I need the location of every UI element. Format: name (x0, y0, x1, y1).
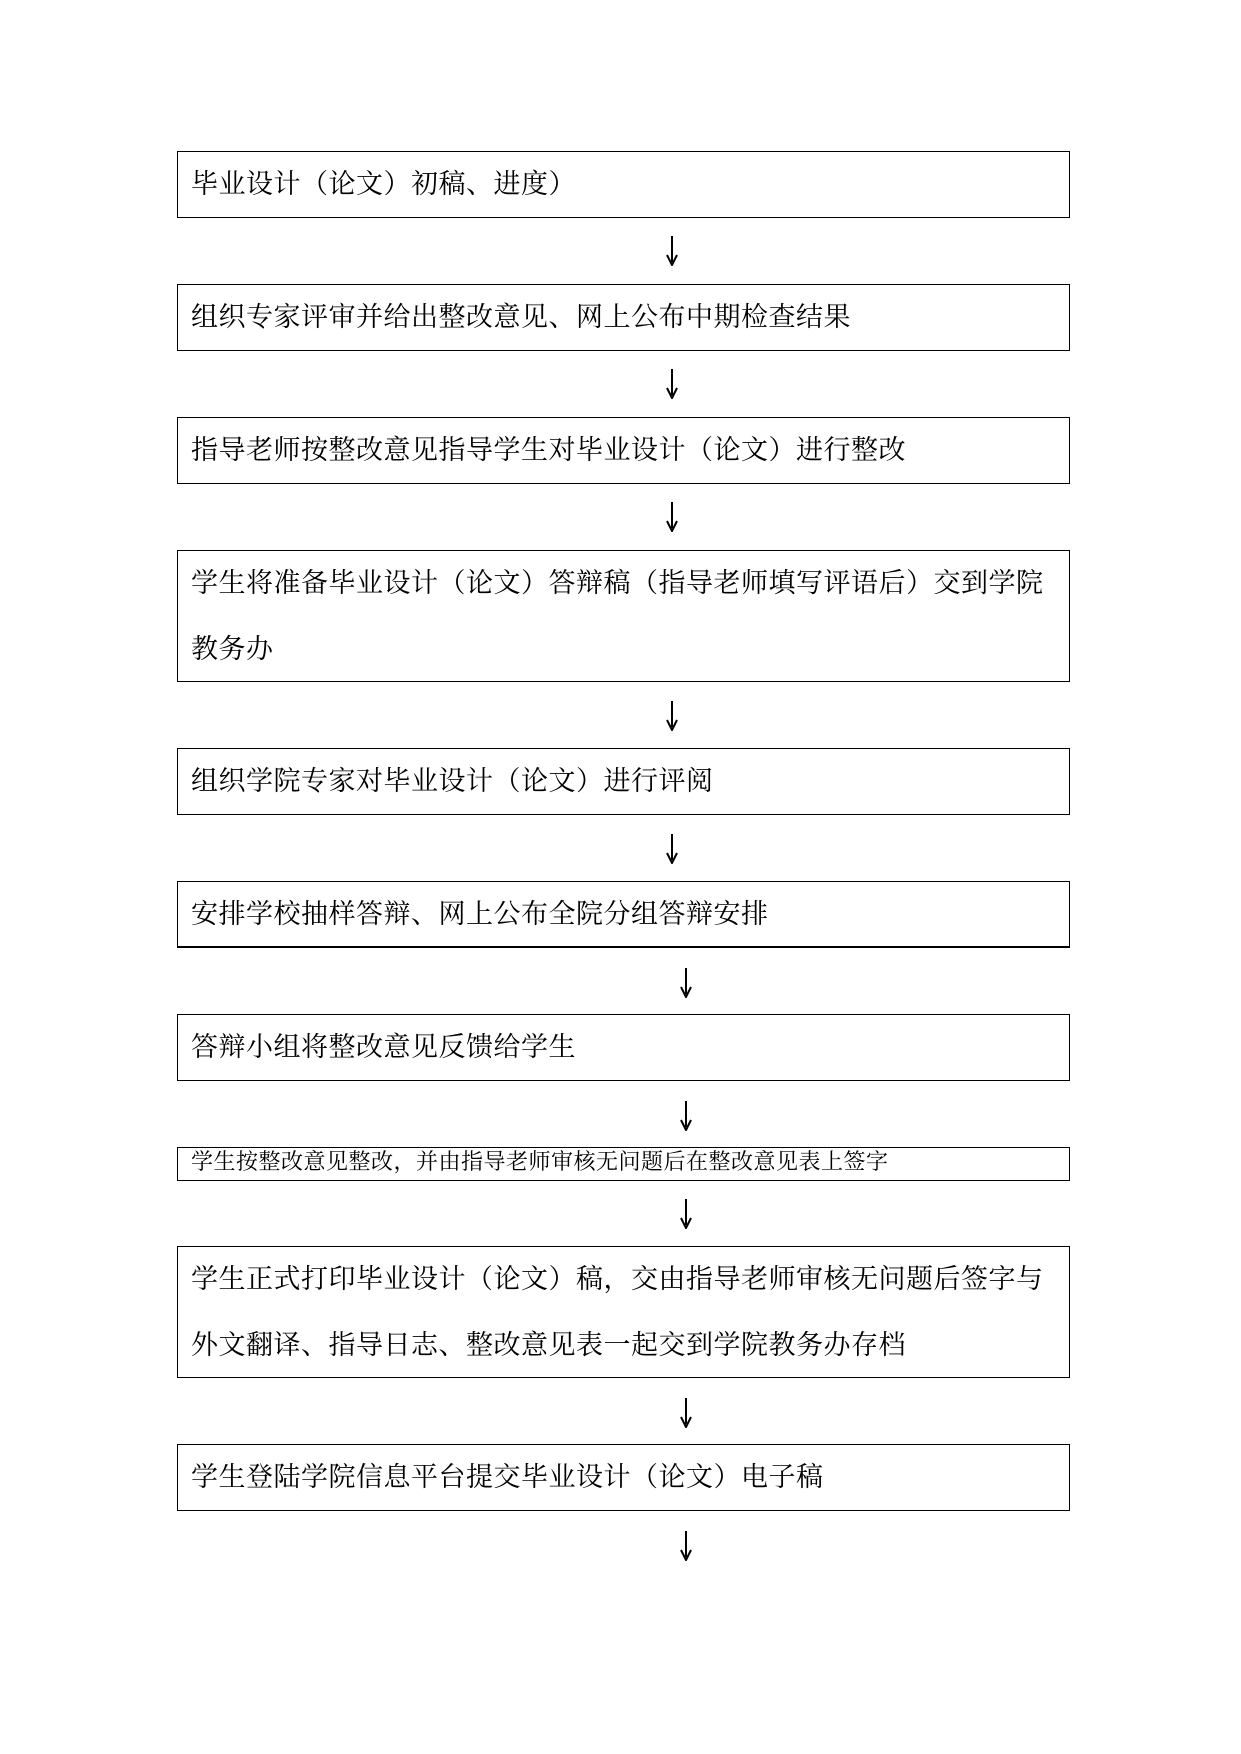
step-4-box (177, 550, 1070, 682)
step-10-box (177, 1444, 1070, 1511)
arrow-down-icon (665, 701, 679, 731)
step-1-text: 毕业设计（论文）初稿、进度） (191, 169, 576, 200)
step-7-box (177, 1014, 1070, 1081)
arrow-down-icon (665, 236, 679, 266)
step-10-text: 学生登陆学院信息平台提交毕业设计（论文）电子稿 (191, 1462, 824, 1493)
arrow-down-icon (665, 502, 679, 532)
arrow-down-icon (665, 834, 679, 864)
step-3-box (177, 417, 1070, 484)
step-6-text: 安排学校抽样答辩、网上公布全院分组答辩安排 (191, 899, 769, 930)
arrow-down-icon (679, 1199, 693, 1229)
step-5-text: 组织学院专家对毕业设计（论文）进行评阅 (191, 766, 714, 797)
arrow-down-icon (665, 369, 679, 399)
step-4-text: 学生将准备毕业设计（论文）答辩稿（指导老师填写评语后）交到学院教务办 (191, 568, 1044, 665)
step-8-text: 学生按整改意见整改，并由指导老师审核无问题后在整改意见表上签字 (191, 1150, 889, 1175)
step-2-text: 组织专家评审并给出整改意见、网上公布中期检查结果 (191, 302, 851, 333)
step-3-text: 指导老师按整改意见指导学生对毕业设计（论文）进行整改 (191, 435, 906, 466)
step-2-box (177, 284, 1070, 351)
arrow-down-icon (679, 968, 693, 998)
arrow-down-icon (679, 1398, 693, 1428)
step-8-box (177, 1147, 1070, 1181)
step-9-text: 学生正式打印毕业设计（论文）稿，交由指导老师审核无问题后签字与外文翻译、指导日志、整改意见表一起交到学院教务办存档 (191, 1264, 1044, 1361)
step-7-text: 答辩小组将整改意见反馈给学生 (191, 1032, 576, 1063)
step-1-box (177, 151, 1070, 218)
arrow-down-icon (679, 1101, 693, 1131)
step-5-box (177, 748, 1070, 815)
step-6-box (177, 881, 1070, 948)
arrow-down-icon (679, 1531, 693, 1561)
step-9-box (177, 1246, 1070, 1378)
